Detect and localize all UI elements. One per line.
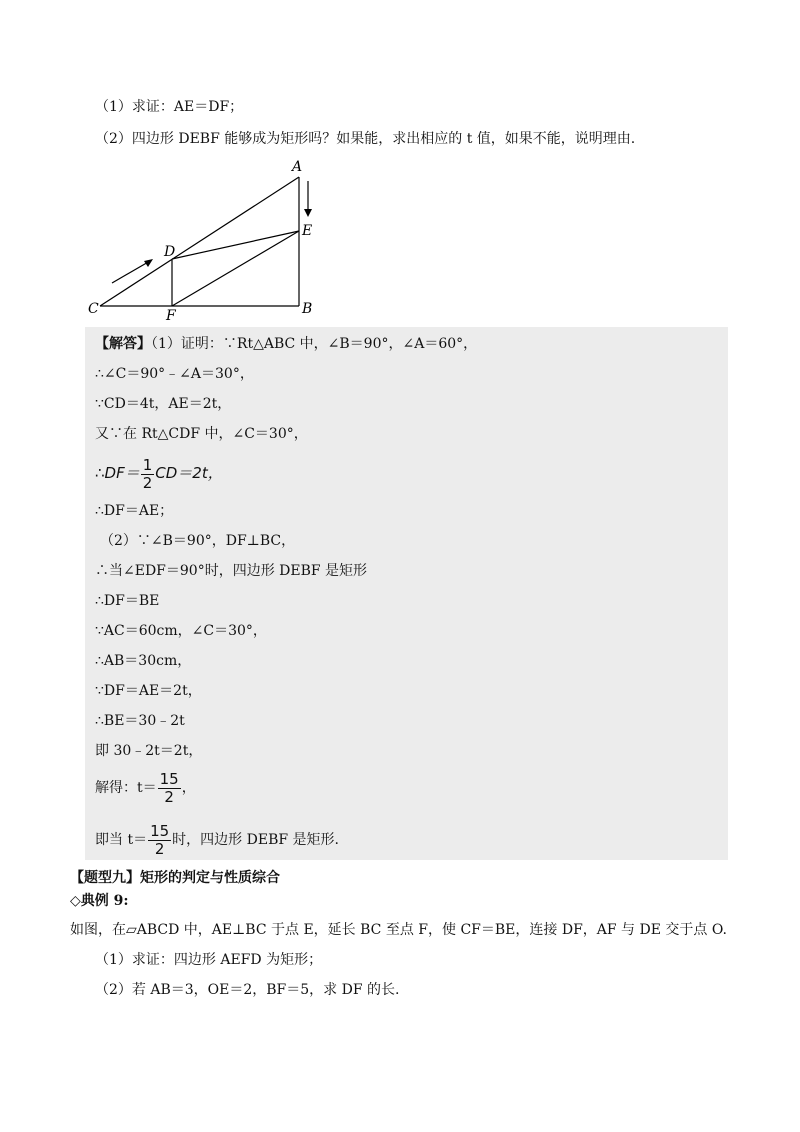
solution-line-15: 解得：t＝ $\frac{15}{2}$ ，	[95, 769, 196, 806]
segment-de	[172, 231, 299, 259]
solution-line-16: 即当 t＝ $\frac{15}{2}$ 时，四边形 DEBF 是矩形.	[95, 821, 339, 858]
label-d: D	[164, 244, 176, 260]
fraction-one-half: $\frac{1}{2}$	[142, 455, 153, 492]
solution-line-7: （2）∵∠B＝90°，DF⊥BC，	[100, 533, 296, 549]
solution-line-13: ∴BE＝30﹣2t	[95, 713, 185, 729]
arrow-down-ab-head	[304, 209, 312, 217]
solution-line-11: ∴AB＝30cm，	[95, 653, 192, 669]
solution-line-4: 又∵在 Rt△CDF 中，∠C＝30°，	[95, 426, 308, 442]
example-question-1: （1）求证：四边形 AEFD 为矩形；	[95, 952, 323, 968]
label-f: F	[166, 308, 176, 324]
solution-heading: 【解答】	[95, 336, 151, 352]
section-title: 【题型九】矩形的判定与性质综合	[70, 870, 280, 886]
solution-line-6: ∴DF＝AE；	[95, 503, 174, 519]
arrow-along-ca	[112, 261, 150, 283]
question-1: （1）求证：AE＝DF；	[95, 99, 244, 115]
solution-line-12: ∵DF＝AE＝2t，	[95, 683, 202, 699]
example-question-2: （2）若 AB＝3，OE＝2，BF＝5，求 DF 的长.	[95, 982, 400, 998]
label-b: B	[302, 301, 313, 317]
solution-line-9: ∴DF＝BE	[95, 593, 160, 609]
fraction-fifteen-halves: $\frac{15}{2}$	[159, 769, 179, 806]
solution-line-14: 即 30﹣2t＝2t，	[95, 743, 203, 759]
solution-line-2: ∴∠C＝90°﹣∠A＝30°，	[95, 366, 254, 382]
segment-fe	[172, 231, 299, 306]
triangle-figure	[80, 155, 330, 325]
solution-line-1: 【解答】（1）证明：∵Rt△ABC 中，∠B＝90°，∠A＝60°，	[95, 336, 478, 352]
fraction-fifteen-halves-2: $\frac{15}{2}$	[150, 821, 170, 858]
solution-line-10: ∵AC＝60cm，∠C＝30°，	[95, 623, 267, 639]
label-e: E	[302, 223, 313, 239]
example-title: ◇典例 9:	[70, 893, 129, 909]
question-2: （2）四边形 DEBF 能够成为矩形吗？如果能，求出相应的 t 值，如果不能，说明理由.	[95, 131, 636, 147]
solution-line-8: ∴当∠EDF＝90°时，四边形 DEBF 是矩形	[95, 563, 368, 579]
label-a: A	[292, 159, 303, 175]
example-statement: 如图，在▱ABCD 中，AE⊥BC 于点 E，延长 BC 至点 F，使 CF＝BE，连接 DF，AF 与 DE 交于点 O.	[70, 922, 727, 938]
arrow-along-ca-head	[144, 259, 153, 267]
label-c: C	[88, 301, 99, 317]
hypotenuse-ca	[100, 177, 299, 306]
solution-line-3: ∵CD＝4t，AE＝2t，	[95, 396, 232, 412]
solution-line-5: ∴DF＝ $\frac{1}{2}$ CD＝2t，	[95, 455, 223, 492]
